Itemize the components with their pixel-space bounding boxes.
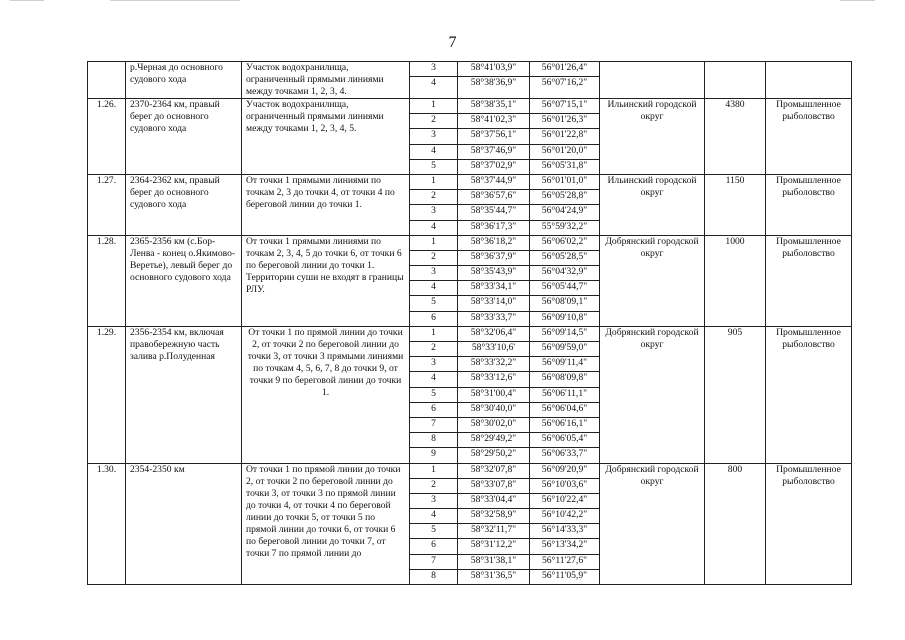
latitude: 58°37'02,9" — [458, 159, 530, 174]
point-number: 4 — [410, 509, 458, 524]
usage-purpose: Промышленное рыболовство — [766, 99, 852, 175]
table-row — [88, 326, 852, 341]
latitude: 58°32'06,4" — [458, 326, 530, 341]
longitude: 55°59'32,2" — [530, 220, 600, 235]
latitude: 58°33'10,6' — [458, 342, 530, 357]
latitude: 58°36'37,9" — [458, 250, 530, 265]
latitude: 58°31'36,5" — [458, 569, 530, 584]
longitude: 56°06'02,2" — [530, 235, 600, 250]
section-location: 2370-2364 км, правый берег до основного судового хода — [126, 99, 242, 175]
area-ha: 1000 — [705, 235, 766, 326]
point-number: 3 — [410, 62, 458, 77]
longitude: 56°09'59,0" — [530, 342, 600, 357]
latitude: 58°35'43,9" — [458, 266, 530, 281]
latitude: 58°33'04,4" — [458, 493, 530, 508]
municipality: Добрянский городской округ — [600, 463, 705, 585]
municipality: Добрянский городской округ — [600, 326, 705, 463]
latitude: 58°29'50,2" — [458, 448, 530, 463]
longitude: 56°06'33,7" — [530, 448, 600, 463]
point-number: 9 — [410, 448, 458, 463]
usage-purpose: Промышленное рыболовство — [766, 463, 852, 585]
latitude: 58°31'00,4" — [458, 387, 530, 402]
top-rule-center — [110, 0, 240, 1]
latitude: 58°30'40,0" — [458, 402, 530, 417]
section-number: 1.29. — [88, 326, 126, 463]
point-number: 2 — [410, 114, 458, 129]
longitude: 56°01'26,4" — [530, 62, 600, 77]
area-ha: 1150 — [705, 174, 766, 235]
point-number: 7 — [410, 417, 458, 432]
point-number: 4 — [410, 144, 458, 159]
latitude: 58°38'35,1" — [458, 99, 530, 114]
section-location: 2356-2354 км, включая правобережную часть залива р.Полуденная — [126, 326, 242, 463]
section-location: 2364-2362 км, правый берег до основного судового хода — [126, 174, 242, 235]
longitude: 56°05'28,5" — [530, 250, 600, 265]
latitude: 58°31'12,2" — [458, 539, 530, 554]
usage-purpose: Промышленное рыболовство — [766, 326, 852, 463]
longitude: 56°09'11,4" — [530, 357, 600, 372]
section-number: 1.30. — [88, 463, 126, 585]
section-boundary: От точки 1 прямыми линиями по точкам 2, 3 до точки 4, от точки 4 по береговой линии до точки 1. — [242, 174, 410, 235]
point-number: 3 — [410, 266, 458, 281]
point-number: 5 — [410, 387, 458, 402]
longitude: 56°05'31,8" — [530, 159, 600, 174]
latitude: 58°37'56,1" — [458, 129, 530, 144]
latitude: 58°33'07,8" — [458, 478, 530, 493]
table-row — [88, 99, 852, 114]
longitude: 56°08'09,8" — [530, 372, 600, 387]
top-rule-right — [840, 0, 875, 1]
point-number: 3 — [410, 205, 458, 220]
point-number: 3 — [410, 357, 458, 372]
latitude: 58°36'57,6" — [458, 190, 530, 205]
section-boundary: Участок водохранилища, ограниченный прямыми линиями между точками 1, 2, 3, 4. — [242, 62, 410, 99]
longitude: 56°05'28,8" — [530, 190, 600, 205]
latitude: 58°41'03,9" — [458, 62, 530, 77]
latitude: 58°33'32,2" — [458, 357, 530, 372]
longitude: 56°06'16,1" — [530, 417, 600, 432]
longitude: 56°06'04,6" — [530, 402, 600, 417]
longitude: 56°04'32,9" — [530, 266, 600, 281]
area-ha: 905 — [705, 326, 766, 463]
section-boundary: От точки 1 по прямой линии до точки 2, от точки 2 по береговой линии до точки 3, от точки 3 прямыми линиями по точкам 4, 5, 6, 7, 8 до точки 9, от точки 9 по береговой линии до точки 1. — [242, 326, 410, 463]
table-row — [88, 174, 852, 189]
longitude: 56°08'09,1" — [530, 296, 600, 311]
latitude: 58°30'02,0" — [458, 417, 530, 432]
point-number: 6 — [410, 311, 458, 326]
usage-purpose: Промышленное рыболовство — [766, 235, 852, 326]
latitude: 58°37'46,9" — [458, 144, 530, 159]
municipality — [600, 62, 705, 99]
point-number: 6 — [410, 539, 458, 554]
usage-purpose — [766, 62, 852, 99]
fishing-areas-table — [87, 61, 852, 585]
longitude: 56°06'05,4" — [530, 433, 600, 448]
longitude: 56°10'42,2" — [530, 509, 600, 524]
longitude: 56°01'01,0" — [530, 174, 600, 189]
latitude: 58°36'17,3" — [458, 220, 530, 235]
point-number: 7 — [410, 554, 458, 569]
longitude: 56°05'44,7" — [530, 281, 600, 296]
top-rule-left — [10, 0, 44, 1]
latitude: 58°37'44,9" — [458, 174, 530, 189]
point-number: 2 — [410, 342, 458, 357]
latitude: 58°32'07,8" — [458, 463, 530, 478]
point-number: 2 — [410, 190, 458, 205]
point-number: 8 — [410, 433, 458, 448]
point-number: 5 — [410, 296, 458, 311]
point-number: 1 — [410, 326, 458, 341]
longitude: 56°09'14,5" — [530, 326, 600, 341]
table-row — [88, 463, 852, 478]
point-number: 2 — [410, 478, 458, 493]
point-number: 4 — [410, 372, 458, 387]
area-ha: 800 — [705, 463, 766, 585]
longitude: 56°01'20,0" — [530, 144, 600, 159]
section-location: р.Черная до основного судового хода — [126, 62, 242, 99]
longitude: 56°11'05,9" — [530, 569, 600, 584]
point-number: 3 — [410, 129, 458, 144]
section-boundary: Участок водохранилища, ограниченный прямыми линиями между точками 1, 2, 3, 4, 5. — [242, 99, 410, 175]
section-boundary: От точки 1 прямыми линиями по точкам 2, 3, 4, 5 до точки 6, от точки 6 по береговой линии до точки 1. Территории суши не входят в границы РЛУ. — [242, 235, 410, 326]
section-number — [88, 62, 126, 99]
point-number: 1 — [410, 99, 458, 114]
longitude: 56°11'27,6" — [530, 554, 600, 569]
point-number: 6 — [410, 402, 458, 417]
point-number: 8 — [410, 569, 458, 584]
latitude: 58°35'44,7" — [458, 205, 530, 220]
point-number: 4 — [410, 281, 458, 296]
latitude: 58°31'38,1" — [458, 554, 530, 569]
point-number: 5 — [410, 524, 458, 539]
section-location: 2354-2350 км — [126, 463, 242, 585]
section-number: 1.27. — [88, 174, 126, 235]
longitude: 56°10'22,4" — [530, 493, 600, 508]
latitude: 58°33'33,7" — [458, 311, 530, 326]
latitude: 58°33'12,6" — [458, 372, 530, 387]
municipality: Ильинский городской округ — [600, 99, 705, 175]
latitude: 58°38'36,9" — [458, 77, 530, 99]
longitude: 56°01'22,8" — [530, 129, 600, 144]
page-number: 7 — [448, 34, 457, 51]
section-number: 1.28. — [88, 235, 126, 326]
longitude: 56°14'33,3" — [530, 524, 600, 539]
point-number: 1 — [410, 174, 458, 189]
latitude: 58°29'49,2" — [458, 433, 530, 448]
point-number: 1 — [410, 235, 458, 250]
longitude: 56°01'26,3" — [530, 114, 600, 129]
latitude: 58°32'58,9" — [458, 509, 530, 524]
usage-purpose: Промышленное рыболовство — [766, 174, 852, 235]
point-number: 5 — [410, 159, 458, 174]
latitude: 58°33'14,0" — [458, 296, 530, 311]
latitude: 58°41'02,3" — [458, 114, 530, 129]
latitude: 58°33'34,1" — [458, 281, 530, 296]
latitude: 58°32'11,7" — [458, 524, 530, 539]
point-number: 4 — [410, 220, 458, 235]
point-number: 3 — [410, 493, 458, 508]
longitude: 56°09'10,8" — [530, 311, 600, 326]
longitude: 56°10'03,6" — [530, 478, 600, 493]
municipality: Добрянский городской округ — [600, 235, 705, 326]
longitude: 56°04'24,9" — [530, 205, 600, 220]
area-ha — [705, 62, 766, 99]
point-number: 2 — [410, 250, 458, 265]
longitude: 56°09'20,9" — [530, 463, 600, 478]
section-boundary: От точки 1 по прямой линии до точки 2, от точки 2 по береговой линии до точки 3, от точки 3 по прямой линии до точки 4, от точки 4 по береговой линии до точки 5, от точки 5 по прямой линии до точки 6, от точки 6 по береговой линии до точки 7, от точки 7 по прямой линии до — [242, 463, 410, 585]
section-location: 2365-2356 км (с.Бор-Ленва - конец о.Якимово-Веретье), левый берег до основного судового хода — [126, 235, 242, 326]
area-ha: 4380 — [705, 99, 766, 175]
longitude: 56°07'16,2" — [530, 77, 600, 99]
point-number: 1 — [410, 463, 458, 478]
longitude: 56°06'11,1" — [530, 387, 600, 402]
longitude: 56°07'15,1" — [530, 99, 600, 114]
latitude: 58°36'18,2" — [458, 235, 530, 250]
longitude: 56°13'34,2" — [530, 539, 600, 554]
table-row — [88, 235, 852, 250]
point-number: 4 — [410, 77, 458, 99]
section-number: 1.26. — [88, 99, 126, 175]
municipality: Ильинский городской округ — [600, 174, 705, 235]
table-row — [88, 62, 852, 77]
